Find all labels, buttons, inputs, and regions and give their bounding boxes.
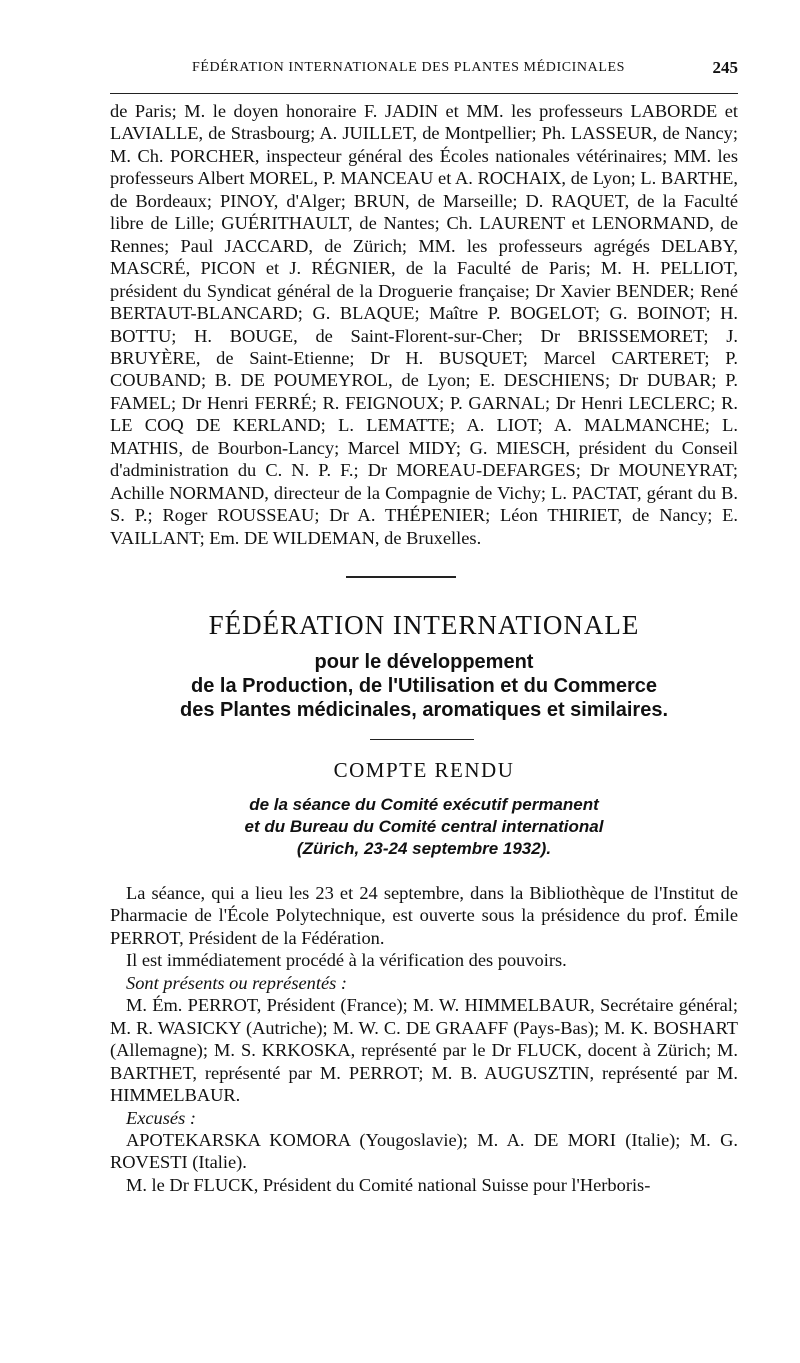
page-number: 245 [712, 58, 738, 77]
present-list: M. Ém. PERROT, Président (France); M. W. HIMMELBAUR, Secrétaire général; M. R. WASICKY (Autriche); M. W. C. DE GRAAFF (Pays-Bas); M. K. BOSHART (Allemagne); M. S. KRKOSKA, représenté par le Dr FLUCK, docent à Zürich; M. BARTHET, représenté par M. PERROT; M. B. AUGUSZTIN, représenté par M. HIMMELBAUR. [110, 995, 738, 1106]
attendee-list-text: de Paris; M. le doyen honoraire F. JADIN et MM. les professeurs LABORDE et LAVIALLE, de Strasbourg; A. JUILLET, de Montpellier; Ph. LASSEUR, de Nancy; M. Ch. PORCHER, inspecteur général des Écoles nationales vétérinaires; MM. les professeurs Albert MOREL, P. MANCEAU et A. ROCHAIX, de Lyon; L. BARTHE, de Bordeaux; PINOY, d'Alger; BRUN, de Marseille; D. RAQUET, de la Faculté libre de Lille; GUÉRITHAULT, de Nantes; Ch. LAURENT et LENORMAND, de Rennes; Paul JACCARD, de Zürich; MM. les professeurs agrégés DELABY, MASCRÉ, PICON et J. RÉGNIER, de la Faculté de Paris; M. H. PELLIOT, président du Syndicat général de la Droguerie française; Dr Xavier BENDER; René BERTAUT-BLANCARD; G. BLAQUE; Maître P. BOGELOT; G. BOINOT; H. BOTTU; H. BOUGE, de Saint-Florent-sur-Cher; Dr BRISSEMORET; J. BRUYÈRE, de Saint-Etienne; Dr H. BUSQUET; Marcel CARTERET; P. COUBAND; B. DE POUMEYROL, de Lyon; E. DESCHIENS; Dr DUBAR; P. FAMEL; Dr Henri FERRÉ; R. FEIGNOUX; P. GARNAL; Dr Henri LECLERC; R. LE COQ DE KERLAND; L. LEMATTE; A. LIOT; A. MALMANCHE; L. MATHIS, de Bourbon-Lancy; Marcel MIDY; G. MIESCH, président du Conseil d'administration du C. N. P. F.; Dr MOREAU-DEFARGES; Dr MOUNEYRAT; Achille NORMAND, directeur de la Compagnie de Vichy; L. PACTAT, gérant du B. S. P.; Roger ROUSSEAU; Dr A. THÉPENIER; Léon THIRIET, de Nancy; E. VAILLANT; Em. DE WILDEMAN, de Bruxelles. [110, 101, 738, 548]
excused-list: APOTEKARSKA KOMORA (Yougoslavie); M. A. DE MORI (Italie); M. G. ROVESTI (Italie). [110, 1129, 738, 1173]
fluck-paragraph: M. le Dr FLUCK, Président du Comité national Suisse pour l'Herboris- [126, 1174, 651, 1195]
running-title: FÉDÉRATION INTERNATIONALE DES PLANTES MÉDICINALES [192, 60, 626, 75]
report-heading: COMPTE RENDU [333, 758, 515, 782]
verification-paragraph: Il est immédiatement procédé à la vérification des pouvoirs. [126, 950, 567, 971]
subtitle-divider [370, 739, 474, 740]
excused-heading: Excusés : [126, 1107, 196, 1128]
session-line: de la séance du Comité exécutif permanent [249, 795, 599, 814]
subtitle-line: pour le développement [314, 651, 534, 673]
report-body [110, 882, 738, 1196]
subtitle-line: des Plantes médicinales, aromatiques et similaires. [180, 699, 668, 721]
section-divider [346, 576, 456, 578]
section-title: FÉDÉRATION INTERNATIONALE [208, 610, 640, 640]
section-subtitle [110, 650, 738, 722]
present-heading: Sont présents ou représentés : [126, 972, 347, 993]
session-line: et du Bureau du Comité central international [244, 817, 604, 836]
subtitle-line: de la Production, de l'Utilisation et du Commerce [191, 675, 657, 697]
running-header [110, 58, 738, 86]
header-rule [110, 93, 738, 94]
opening-paragraph: La séance, qui a lieu les 23 et 24 septembre, dans la Bibliothèque de l'Institut de Pharmacie de l'École Polytechnique, est ouverte sous la présidence du prof. Émile PERROT, Président de la Fédération. [110, 883, 738, 948]
session-line: (Zürich, 23-24 septembre 1932). [296, 839, 552, 858]
attendee-list-paragraph [110, 100, 738, 549]
session-heading [110, 794, 738, 860]
